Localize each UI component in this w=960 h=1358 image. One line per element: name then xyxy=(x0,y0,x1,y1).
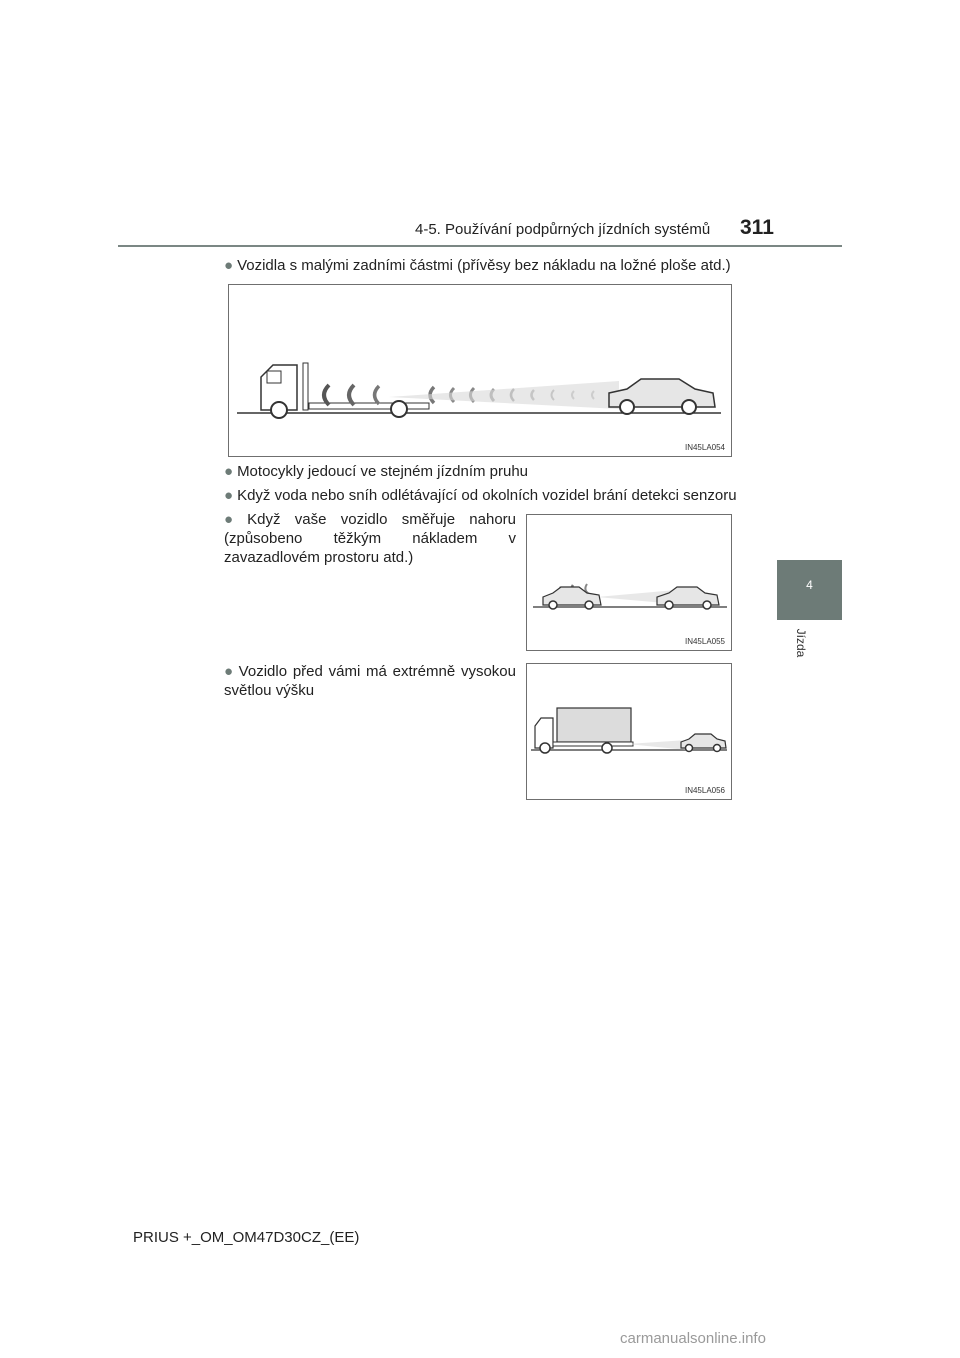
bullet-item xyxy=(224,462,784,481)
bullet-text: Vozidla s malými zadními částmi (přívěsy bez nákladu na ložné ploše atd.) xyxy=(237,257,731,274)
bullet-dot-icon: ● xyxy=(224,463,234,480)
chapter-number: 4 xyxy=(806,578,813,592)
bullet-text: Motocykly jedoucí ve stejném jízdním pruhu xyxy=(237,463,529,480)
chapter-tab xyxy=(777,560,842,620)
section-title: 4-5. Používání podpůrných jízdních systémů xyxy=(415,221,711,238)
watermark: carmanualsonline.info xyxy=(620,1330,766,1347)
bullet-dot-icon: ● xyxy=(224,511,244,528)
bullet-dot-icon: ● xyxy=(224,257,234,274)
figure-code: IN45LA055 xyxy=(684,637,725,646)
figure-vehicle-tilted-up xyxy=(526,514,732,651)
bullet-item xyxy=(224,662,516,700)
bullet-dot-icon: ● xyxy=(224,663,235,680)
bullet-item xyxy=(224,486,784,505)
bullet-item xyxy=(224,256,784,275)
bullet-dot-icon: ● xyxy=(224,487,234,504)
bullet-item xyxy=(224,510,516,567)
tilted-vehicle-illustration xyxy=(527,515,731,650)
chapter-label: Jízda xyxy=(794,628,808,658)
figure-code: IN45LA056 xyxy=(684,786,725,795)
manual-code: PRIUS +_OM_OM47D30CZ_(EE) xyxy=(133,1229,360,1246)
trailer-illustration xyxy=(229,285,731,456)
bullet-text: Vozidlo před vámi má extrémně vysokou světlou výšku xyxy=(224,663,516,699)
header-divider xyxy=(118,245,842,247)
page-number: 311 xyxy=(740,216,774,239)
bullet-text: Když vaše vozidlo směřuje nahoru (způsobeno těžkým nákladem v zavazadlovém prostoru atd.) xyxy=(224,511,517,566)
figure-high-clearance-vehicle xyxy=(526,663,732,800)
high-clearance-illustration xyxy=(527,664,731,799)
figure-code: IN45LA054 xyxy=(684,443,725,452)
figure-trailer-small-rear xyxy=(228,284,732,457)
chapter-label-wrapper xyxy=(791,620,811,670)
bullet-text: Když voda nebo sníh odlétávající od okolních vozidel brání detekci senzoru xyxy=(237,487,737,504)
